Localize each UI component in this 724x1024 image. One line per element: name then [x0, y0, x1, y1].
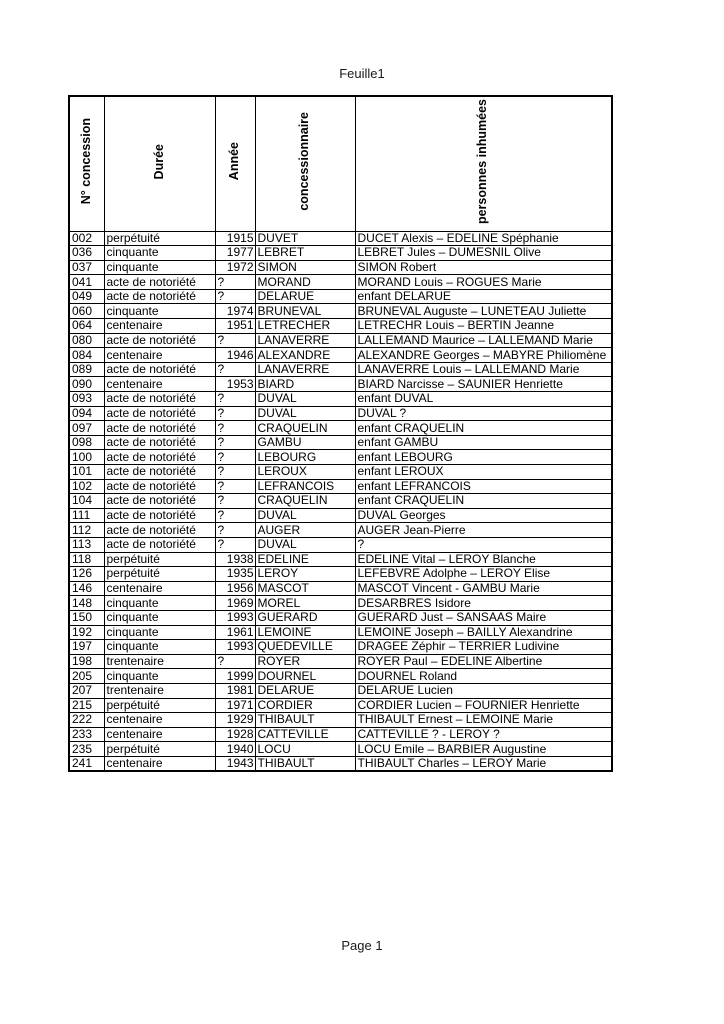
cell-concessionnaire: LEROY: [255, 567, 355, 582]
cell-num: 102: [69, 479, 104, 494]
cell-duree: acte de notoriété: [104, 392, 215, 407]
table-row: [69, 377, 612, 392]
cell-annee: 1928: [215, 727, 255, 742]
table-row: [69, 640, 612, 655]
cell-annee: 1971: [215, 698, 255, 713]
cell-num: 198: [69, 654, 104, 669]
cell-personnes: DOURNEL Roland: [355, 669, 612, 684]
cell-duree: cinquante: [104, 596, 215, 611]
cell-num: 100: [69, 450, 104, 465]
cell-num: 215: [69, 698, 104, 713]
cell-num: 098: [69, 435, 104, 450]
cell-annee: ?: [215, 406, 255, 421]
cell-concessionnaire: DOURNEL: [255, 669, 355, 684]
cell-personnes: DUVAL ?: [355, 406, 612, 421]
cell-num: 113: [69, 537, 104, 552]
cell-personnes: MASCOT Vincent - GAMBU Marie: [355, 581, 612, 596]
cell-num: 002: [69, 231, 104, 246]
cell-concessionnaire: THIBAULT: [255, 756, 355, 771]
cell-personnes: BRUNEVAL Auguste – LUNETEAU Juliette: [355, 304, 612, 319]
cell-personnes: THIBAULT Charles – LEROY Marie: [355, 756, 612, 771]
cell-duree: perpétuité: [104, 698, 215, 713]
cell-duree: centenaire: [104, 319, 215, 334]
cell-duree: acte de notoriété: [104, 537, 215, 552]
cell-personnes: MORAND Louis – ROGUES Marie: [355, 275, 612, 290]
table-row: [69, 625, 612, 640]
table-row: [69, 654, 612, 669]
cell-duree: cinquante: [104, 625, 215, 640]
cell-num: 197: [69, 640, 104, 655]
table-row: [69, 406, 612, 421]
cell-num: 205: [69, 669, 104, 684]
cell-concessionnaire: GUERARD: [255, 610, 355, 625]
cell-num: 060: [69, 304, 104, 319]
cell-num: 111: [69, 508, 104, 523]
page-number: Page 1: [341, 938, 383, 953]
cell-concessionnaire: LEMOINE: [255, 625, 355, 640]
cell-duree: centenaire: [104, 727, 215, 742]
cell-concessionnaire: DELARUE: [255, 683, 355, 698]
cell-annee: 1969: [215, 596, 255, 611]
cell-annee: ?: [215, 494, 255, 509]
cell-num: 148: [69, 596, 104, 611]
cell-num: 118: [69, 552, 104, 567]
cell-num: 101: [69, 465, 104, 480]
cell-duree: perpétuité: [104, 742, 215, 757]
cell-concessionnaire: GAMBU: [255, 435, 355, 450]
cell-duree: acte de notoriété: [104, 333, 215, 348]
cell-concessionnaire: ALEXANDRE: [255, 348, 355, 363]
cell-duree: cinquante: [104, 669, 215, 684]
cell-annee: ?: [215, 362, 255, 377]
table-row: [69, 348, 612, 363]
cell-concessionnaire: DELARUE: [255, 289, 355, 304]
cell-duree: cinquante: [104, 640, 215, 655]
cell-concessionnaire: MASCOT: [255, 581, 355, 596]
table-row: [69, 494, 612, 509]
cell-concessionnaire: LETRECHER: [255, 319, 355, 334]
cell-concessionnaire: LANAVERRE: [255, 362, 355, 377]
table-body: [69, 231, 612, 771]
cell-annee: 1946: [215, 348, 255, 363]
cell-personnes: LALLEMAND Maurice – LALLEMAND Marie: [355, 333, 612, 348]
table-row: [69, 552, 612, 567]
cell-num: 104: [69, 494, 104, 509]
cell-annee: 1974: [215, 304, 255, 319]
cell-duree: perpétuité: [104, 567, 215, 582]
cell-duree: centenaire: [104, 756, 215, 771]
cell-num: 089: [69, 362, 104, 377]
cell-concessionnaire: CRAQUELIN: [255, 421, 355, 436]
cell-duree: perpétuité: [104, 231, 215, 246]
cell-annee: ?: [215, 654, 255, 669]
column-header-concessionnaire: [255, 96, 355, 231]
cell-concessionnaire: ROYER: [255, 654, 355, 669]
cell-concessionnaire: AUGER: [255, 523, 355, 538]
table-row: [69, 392, 612, 407]
cell-annee: 1938: [215, 552, 255, 567]
cell-annee: ?: [215, 479, 255, 494]
cell-concessionnaire: SIMON: [255, 260, 355, 275]
cell-duree: cinquante: [104, 246, 215, 261]
cell-personnes: ?: [355, 537, 612, 552]
cell-annee: ?: [215, 508, 255, 523]
header-row: [69, 96, 612, 231]
cell-personnes: DUVAL Georges: [355, 508, 612, 523]
cell-concessionnaire: BRUNEVAL: [255, 304, 355, 319]
cell-duree: centenaire: [104, 581, 215, 596]
cell-duree: acte de notoriété: [104, 275, 215, 290]
cell-num: 146: [69, 581, 104, 596]
table-row: [69, 742, 612, 757]
cell-num: 041: [69, 275, 104, 290]
cell-personnes: THIBAULT Ernest – LEMOINE Marie: [355, 713, 612, 728]
cell-annee: 1953: [215, 377, 255, 392]
cell-annee: ?: [215, 275, 255, 290]
table-row: [69, 479, 612, 494]
cell-personnes: CORDIER Lucien – FOURNIER Henriette: [355, 698, 612, 713]
cell-num: 064: [69, 319, 104, 334]
cell-concessionnaire: MORAND: [255, 275, 355, 290]
cell-concessionnaire: EDELINE: [255, 552, 355, 567]
cell-num: 233: [69, 727, 104, 742]
cell-personnes: LEFEBVRE Adolphe – LEROY Elise: [355, 567, 612, 582]
cell-annee: ?: [215, 537, 255, 552]
cell-num: 080: [69, 333, 104, 348]
cell-duree: acte de notoriété: [104, 435, 215, 450]
table-row: [69, 683, 612, 698]
cell-personnes: CATTEVILLE ? - LEROY ?: [355, 727, 612, 742]
cell-annee: ?: [215, 421, 255, 436]
cell-annee: 1961: [215, 625, 255, 640]
cell-personnes: enfant DELARUE: [355, 289, 612, 304]
cell-personnes: LEMOINE Joseph – BAILLY Alexandrine: [355, 625, 612, 640]
cell-duree: cinquante: [104, 304, 215, 319]
table-header: [69, 96, 612, 231]
table-row: [69, 523, 612, 538]
cell-concessionnaire: DUVAL: [255, 406, 355, 421]
table-row: [69, 275, 612, 290]
cell-personnes: AUGER Jean-Pierre: [355, 523, 612, 538]
cell-duree: acte de notoriété: [104, 508, 215, 523]
cell-annee: ?: [215, 333, 255, 348]
cell-concessionnaire: LEFRANCOIS: [255, 479, 355, 494]
cell-annee: 1981: [215, 683, 255, 698]
table-row: [69, 333, 612, 348]
cell-duree: acte de notoriété: [104, 406, 215, 421]
column-header-numero-label: N° concession: [78, 118, 93, 205]
table-row: [69, 698, 612, 713]
sheet-title: Feuille1: [339, 66, 385, 81]
table-row: [69, 362, 612, 377]
table-row: [69, 289, 612, 304]
cell-num: 094: [69, 406, 104, 421]
column-header-numero: [69, 96, 104, 231]
cell-num: 037: [69, 260, 104, 275]
cell-concessionnaire: LEBOURG: [255, 450, 355, 465]
table-row: [69, 246, 612, 261]
cell-personnes: ALEXANDRE Georges – MABYRE Philiomène: [355, 348, 612, 363]
cell-concessionnaire: DUVET: [255, 231, 355, 246]
cell-duree: acte de notoriété: [104, 362, 215, 377]
column-header-personnes-inhumees-label: personnes inhumées: [475, 98, 490, 224]
cell-personnes: DESARBRES Isidore: [355, 596, 612, 611]
concessions-table: [68, 95, 613, 772]
cell-duree: centenaire: [104, 348, 215, 363]
cell-annee: 1993: [215, 640, 255, 655]
column-header-annee: [215, 96, 255, 231]
cell-personnes: enfant GAMBU: [355, 435, 612, 450]
cell-annee: 1935: [215, 567, 255, 582]
cell-duree: cinquante: [104, 610, 215, 625]
cell-personnes: enfant LEBOURG: [355, 450, 612, 465]
cell-annee: ?: [215, 289, 255, 304]
cell-annee: 1993: [215, 610, 255, 625]
column-header-annee-label: Année: [227, 142, 242, 181]
cell-num: 090: [69, 377, 104, 392]
table-row: [69, 669, 612, 684]
cell-duree: acte de notoriété: [104, 450, 215, 465]
cell-annee: 1940: [215, 742, 255, 757]
cell-personnes: GUERARD Just – SANSAAS Maire: [355, 610, 612, 625]
table-row: [69, 231, 612, 246]
cell-duree: perpétuité: [104, 552, 215, 567]
cell-num: 049: [69, 289, 104, 304]
cell-duree: acte de notoriété: [104, 289, 215, 304]
cell-concessionnaire: LANAVERRE: [255, 333, 355, 348]
table-row: [69, 537, 612, 552]
cell-num: 192: [69, 625, 104, 640]
cell-annee: ?: [215, 465, 255, 480]
cell-duree: acte de notoriété: [104, 421, 215, 436]
cell-num: 207: [69, 683, 104, 698]
cell-personnes: enfant CRAQUELIN: [355, 494, 612, 509]
cell-num: 093: [69, 392, 104, 407]
cell-annee: ?: [215, 392, 255, 407]
table-row: [69, 508, 612, 523]
table-row: [69, 727, 612, 742]
table-row: [69, 610, 612, 625]
cell-concessionnaire: CATTEVILLE: [255, 727, 355, 742]
table-row: [69, 465, 612, 480]
cell-num: 036: [69, 246, 104, 261]
cell-duree: acte de notoriété: [104, 479, 215, 494]
table-row: [69, 596, 612, 611]
cell-personnes: LETRECHR Louis – BERTIN Jeanne: [355, 319, 612, 334]
column-header-duree-label: Durée: [151, 143, 166, 179]
table-row: [69, 304, 612, 319]
table-row: [69, 435, 612, 450]
cell-concessionnaire: CORDIER: [255, 698, 355, 713]
cell-concessionnaire: DUVAL: [255, 508, 355, 523]
cell-num: 222: [69, 713, 104, 728]
column-header-duree: [104, 96, 215, 231]
table-row: [69, 450, 612, 465]
table-row: [69, 567, 612, 582]
cell-concessionnaire: MOREL: [255, 596, 355, 611]
cell-personnes: LANAVERRE Louis – LALLEMAND Marie: [355, 362, 612, 377]
cell-personnes: enfant LEFRANCOIS: [355, 479, 612, 494]
cell-personnes: enfant CRAQUELIN: [355, 421, 612, 436]
cell-annee: 1943: [215, 756, 255, 771]
cell-num: 084: [69, 348, 104, 363]
column-header-concessionnaire-label: concessionnaire: [297, 111, 312, 211]
cell-personnes: LOCU Emile – BARBIER Augustine: [355, 742, 612, 757]
cell-duree: acte de notoriété: [104, 494, 215, 509]
cell-concessionnaire: DUVAL: [255, 537, 355, 552]
cell-duree: centenaire: [104, 377, 215, 392]
table-row: [69, 421, 612, 436]
cell-num: 126: [69, 567, 104, 582]
cell-duree: acte de notoriété: [104, 523, 215, 538]
table-row: [69, 319, 612, 334]
cell-concessionnaire: LEBRET: [255, 246, 355, 261]
cell-personnes: SIMON Robert: [355, 260, 612, 275]
cell-num: 150: [69, 610, 104, 625]
cell-num: 097: [69, 421, 104, 436]
cell-concessionnaire: QUEDEVILLE: [255, 640, 355, 655]
cell-personnes: LEBRET Jules – DUMESNIL Olive: [355, 246, 612, 261]
cell-annee: 1915: [215, 231, 255, 246]
cell-duree: trentenaire: [104, 683, 215, 698]
cell-annee: 1951: [215, 319, 255, 334]
cell-personnes: ROYER Paul – EDELINE Albertine: [355, 654, 612, 669]
cell-duree: acte de notoriété: [104, 465, 215, 480]
cell-num: 241: [69, 756, 104, 771]
cell-annee: 1999: [215, 669, 255, 684]
cell-annee: 1977: [215, 246, 255, 261]
table-row: [69, 260, 612, 275]
table-row: [69, 756, 612, 771]
cell-annee: 1929: [215, 713, 255, 728]
cell-num: 112: [69, 523, 104, 538]
cell-personnes: enfant LEROUX: [355, 465, 612, 480]
cell-personnes: EDELINE Vital – LEROY Blanche: [355, 552, 612, 567]
cell-annee: 1956: [215, 581, 255, 596]
cell-annee: ?: [215, 435, 255, 450]
cell-concessionnaire: DUVAL: [255, 392, 355, 407]
cell-annee: 1972: [215, 260, 255, 275]
table-row: [69, 713, 612, 728]
cell-concessionnaire: LOCU: [255, 742, 355, 757]
cell-duree: centenaire: [104, 713, 215, 728]
cell-concessionnaire: CRAQUELIN: [255, 494, 355, 509]
cell-personnes: DUCET Alexis – EDELINE Spéphanie: [355, 231, 612, 246]
cell-concessionnaire: THIBAULT: [255, 713, 355, 728]
cell-personnes: DELARUE Lucien: [355, 683, 612, 698]
column-header-personnes-inhumees: [355, 96, 612, 231]
cell-personnes: DRAGEE Zéphir – TERRIER Ludivine: [355, 640, 612, 655]
cell-duree: trentenaire: [104, 654, 215, 669]
cell-personnes: enfant DUVAL: [355, 392, 612, 407]
cell-annee: ?: [215, 450, 255, 465]
table-row: [69, 581, 612, 596]
cell-num: 235: [69, 742, 104, 757]
cell-personnes: BIARD Narcisse – SAUNIER Henriette: [355, 377, 612, 392]
cell-duree: cinquante: [104, 260, 215, 275]
cell-concessionnaire: BIARD: [255, 377, 355, 392]
cell-annee: ?: [215, 523, 255, 538]
cell-concessionnaire: LEROUX: [255, 465, 355, 480]
